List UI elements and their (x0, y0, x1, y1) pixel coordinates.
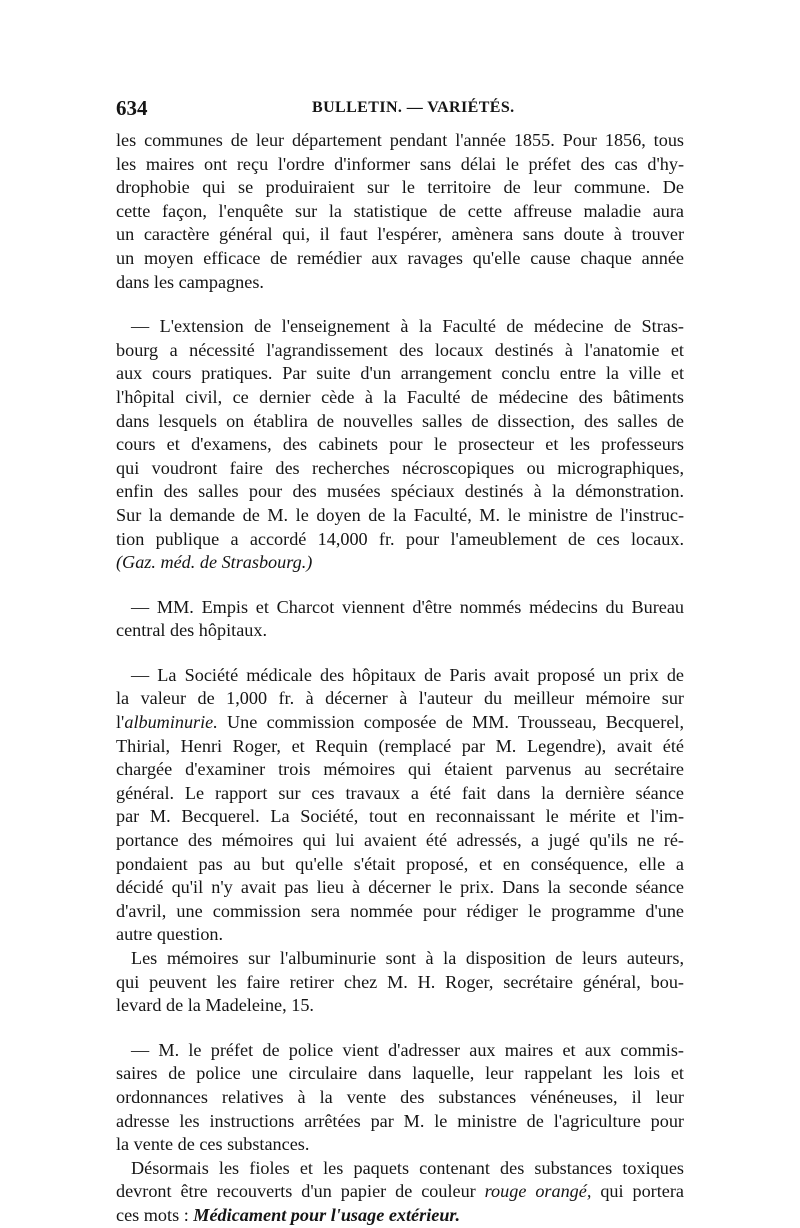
text-line: cette façon, l'enquête sur la statistique de cette affreuse maladie aura (116, 200, 684, 221)
text-line: — MM. Empis et Charcot viennent d'être nommés médecins du Bureau (131, 596, 684, 617)
text-line: cours et d'examens, des cabinets pour le prosecteur et les professeurs (116, 434, 684, 455)
text-line: d'avril, une commission sera nommée pour rédiger le programme d'une (116, 900, 684, 921)
text-line: dans lesquels on établira de nouvelles salles de dissection, des salles de (116, 410, 684, 431)
text-line: qui peuvent les faire retirer chez M. H. Roger, secrétaire général, bou- (116, 971, 684, 992)
text-line: par M. Becquerel. La Société, tout en reconnaissant le mérite et l'im- (116, 806, 684, 827)
paragraph-prize (116, 664, 684, 947)
text-line: autre question. (116, 924, 224, 945)
text-line: portance des mémoires qui lui avaient été adressés, a jugé qu'ils ne ré- (116, 830, 684, 851)
text-line: drophobie qui se produiraient sur le territoire de leur commune. De (116, 177, 684, 198)
text-line: central des hôpitaux. (116, 620, 268, 641)
paragraph-appointments (116, 596, 684, 643)
text-line: décidé qu'il n'y avait pas lieu à décerner le prix. Dans la seconde séance (116, 877, 684, 898)
text-line: bourg a nécessité l'agrandissement des locaux destinés à l'anatomie et (116, 339, 684, 360)
text-line: un caractère général qui, il faut l'espérer, amènera sans doute à trouver (116, 224, 684, 245)
text-line: qui voudront faire des recherches nécroscopiques ou micrographiques, (116, 457, 684, 478)
text-line: un moyen efficace de remédier aux ravages qu'elle cause chaque année (116, 247, 684, 268)
text-line: la vente de ces substances. (116, 1134, 310, 1155)
text-line: l'hôpital civil, ce dernier cède à la Faculté de médecine des bâtiments (116, 386, 684, 407)
text-line: dans les campagnes. (116, 271, 264, 292)
text-line: Sur la demande de M. le doyen de la Faculté, M. le ministre de l'instruc- (116, 504, 684, 525)
text-line: la valeur de 1,000 fr. à décerner à l'auteur du meilleur mémoire sur (116, 688, 684, 709)
text-line: pondaient pas au but qu'elle s'était proposé, et en conséquence, elle a (116, 853, 684, 874)
paragraph-strasbourg-faculty (116, 315, 684, 575)
text-line: enfin des salles pour des musées spéciaux destinés à la démonstration. (116, 481, 684, 502)
text-line: — La Société médicale des hôpitaux de Paris avait proposé un prix de (131, 664, 684, 685)
text-line: levard de la Madeleine, 15. (116, 995, 314, 1016)
paragraph-memoirs (116, 947, 684, 1018)
text-line: Les mémoires sur l'albuminurie sont à la disposition de leurs auteurs, (131, 948, 684, 968)
source-citation: (Gaz. méd. de Strasbourg.) (116, 552, 313, 573)
text-line: général. Le rapport sur ces travaux a été fait dans la dernière séance (116, 782, 684, 803)
text-line: aux cours pratiques. Par suite d'un arrangement conclu entre la ville et (116, 363, 684, 384)
text-line: les maires ont reçu l'ordre d'informer sans délai le préfet des cas d'hy- (116, 153, 684, 174)
text-line: les communes de leur département pendant l'année 1855. Pour 1856, tous (116, 130, 684, 150)
paragraph-rabies-survey (116, 129, 684, 294)
article-body (116, 129, 684, 1228)
page-number: 634 (116, 96, 148, 120)
running-title: BULLETIN. — VARIÉTÉS. (312, 99, 515, 116)
text-line: Désormais les fioles et les paquets contenant des substances toxiques (131, 1157, 684, 1178)
text-line: ordonnances relatives à la vente des substances vénéneuses, il leur (116, 1086, 684, 1107)
text-line: chargée d'examiner trois mémoires qui étaient parvenus au secrétaire (116, 759, 684, 780)
text-line: adresse les instructions arrêtées par M. le ministre de l'agriculture pour (116, 1110, 684, 1131)
text-line: saires de police une circulaire dans laquelle, leur rappelant les lois et (116, 1063, 684, 1084)
paragraph-toxic-labeling (116, 1157, 684, 1228)
text-line: — M. le préfet de police vient d'adresser aux maires et aux commis- (131, 1039, 684, 1060)
text-line: devront être recouverts d'un papier de couleur rouge orangé, qui portera (116, 1181, 684, 1202)
text-line: — L'extension de l'enseignement à la Faculté de médecine de Stras- (131, 316, 684, 337)
text-line: l'albuminurie. Une commission composée de MM. Trousseau, Becquerel, (116, 712, 684, 733)
page-header (116, 96, 684, 126)
text-line: Thirial, Henri Roger, et Requin (remplacé par M. Legendre), avait été (116, 735, 684, 756)
text-line: tion publique a accordé 14,000 fr. pour l'ameublement de ces locaux. (116, 528, 684, 549)
paragraph-police-circular (116, 1039, 684, 1157)
text-line: ces mots : Médicament pour l'usage extérieur. (116, 1204, 461, 1225)
